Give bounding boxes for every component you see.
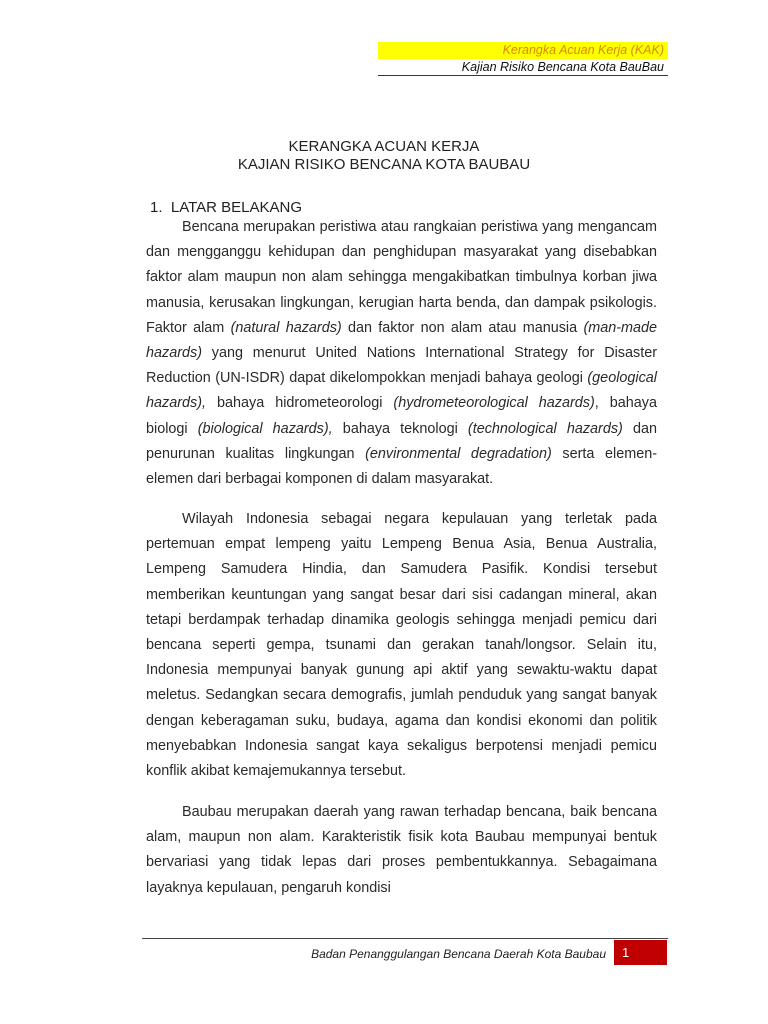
page-title-line-2: KAJIAN RISIKO BENCANA KOTA BAUBAU bbox=[237, 156, 531, 173]
header-document-title: Kajian Risiko Bencana Kota BauBau bbox=[378, 59, 668, 76]
page-title-line-1: KERANGKA ACUAN KERJA bbox=[288, 138, 480, 155]
page-number-badge: 1 bbox=[614, 940, 667, 965]
paragraph-3: Baubau merupakan daerah yang rawan terhadap bencana, baik bencana alam, maupun non alam. Karakteristik fisik kota Baubau mempunyai bentuk bervariasi yang tidak lepas dari proses pembentukkannya. Sebagaimana layaknya kepulauan, pengaruh kondisi bbox=[146, 804, 657, 896]
section-heading bbox=[150, 199, 302, 216]
paragraph-2: Wilayah Indonesia sebagai negara kepulauan yang terletak pada pertemuan empat lempeng yaitu Lempeng Benua Asia, Benua Australia, Lempeng Samudera Hindia, dan Samudera Pasifik. Kondisi tersebut memberikan keuntungan yang sangat besar dari sisi cadangan mineral, akan tetapi berdampak terhadap dinamika geologis sehingga menjadi pemicu dari bencana seperti gempa, tsunami dan gerakan tanah/longsor. Selain itu, Indonesia mempunyai banyak gunung api aktif yang sewaktu-waktu dapat meletus. Sedangkan secara demografis, jumlah penduduk yang sangat banyak dengan keberagaman suku, budaya, agama dan kondisi ekonomi dan politik menyebabkan Indonesia sangat kaya sekaligus berpotensi menjadi pemicu konflik akibat kemajemukannya tersebut. bbox=[146, 511, 657, 780]
footer-organization: Badan Penanggulangan Bencana Daerah Kota Baubau bbox=[311, 947, 606, 961]
paragraph-1: Bencana merupakan peristiwa atau rangkaian peristiwa yang mengancam dan mengganggu kehidupan dan penghidupan masyarakat yang disebabkan faktor alam maupun non alam sehingga mengakibatkan timbulnya korban jiwa manusia, kerusakan lingkungan, kerugian harta benda, dan dampak psikologis. Faktor alam (natural hazards) dan faktor non alam atau manusia (man-made hazards) yang menurut United Nations International Strategy for Disaster Reduction (UN-ISDR) dapat dikelompokkan menjadi bahaya geologi (geological hazards), bahaya hidrometeorologi (hydrometeorological hazards), bahaya biologi (biological hazards), bahaya teknologi (technological hazards) dan penurunan kualitas lingkungan (environmental degradation) serta elemen-elemen dari berbagai komponen di dalam masyarakat. bbox=[146, 219, 658, 488]
running-header bbox=[378, 42, 668, 76]
header-document-type: Kerangka Acuan Kerja (KAK) bbox=[378, 42, 668, 59]
footer-rule bbox=[142, 938, 668, 939]
section-number: 1. bbox=[150, 199, 163, 216]
section-title: LATAR BELAKANG bbox=[170, 199, 303, 216]
